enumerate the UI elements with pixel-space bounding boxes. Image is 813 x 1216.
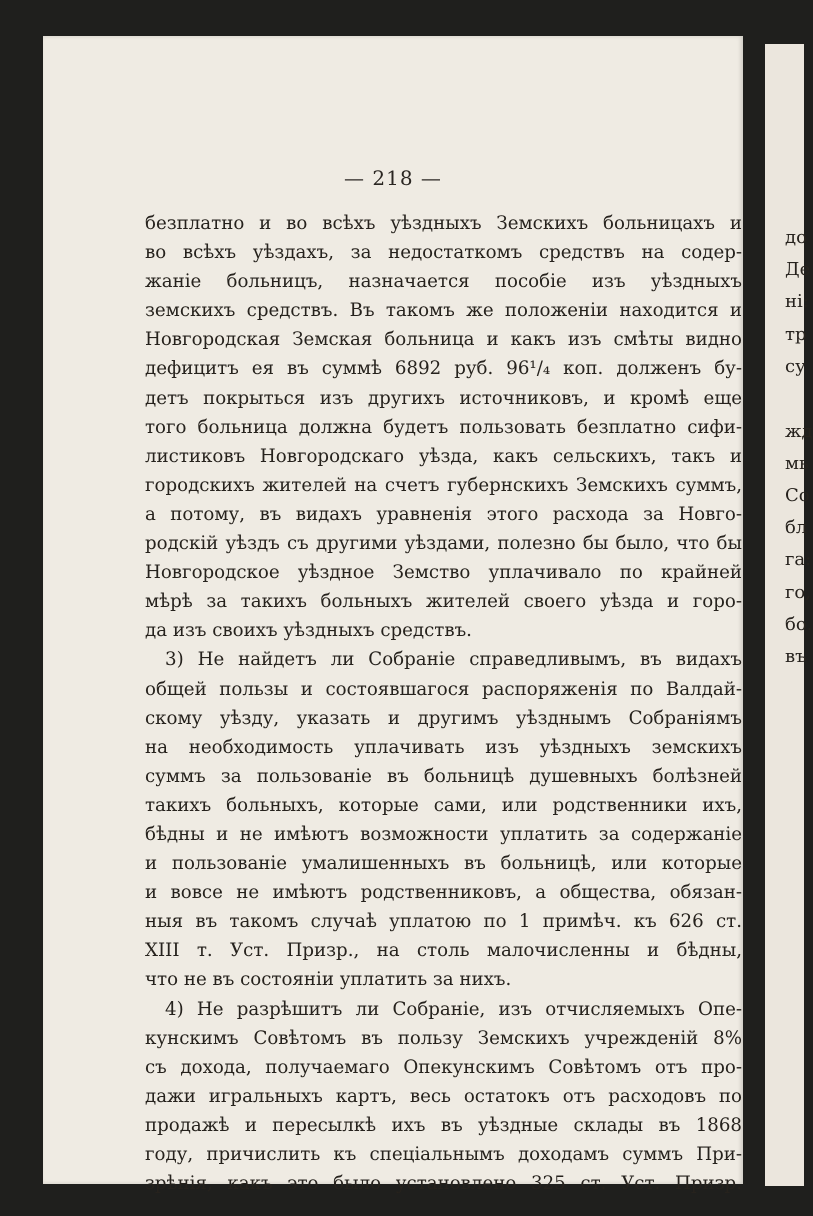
- text-line: такихъ больныхъ, которые сами, или родственники ихъ,: [145, 794, 742, 816]
- text-line: ныя въ такомъ случаѣ уплатою по 1 примѣч. къ 626 ст.: [145, 911, 742, 933]
- text-line: Новгородская Земская больница и какъ изъ смѣты видно: [145, 329, 742, 351]
- text-line: съ дохода, получаемаго Опекунскимъ Совѣтомъ отъ про-: [145, 1056, 742, 1078]
- text-line: зрѣнія, какъ это было установлено 325 ст. Уст. Призр.: [145, 1173, 742, 1195]
- text-line: мѣрѣ за такихъ больныхъ жителей своего уѣзда и горо-: [145, 591, 742, 613]
- text-line: Новгородское уѣздное Земство уплачивало по крайней: [145, 562, 742, 584]
- adjacent-page-fragment: бл: [785, 517, 808, 538]
- adjacent-page-fragment: бо.: [785, 614, 813, 635]
- adjacent-page-fragment: мь: [785, 453, 809, 474]
- adjacent-page-fragment: га:: [785, 549, 812, 570]
- adjacent-page-fragment: жд: [785, 421, 813, 442]
- text-line: дажи игральныхъ картъ, весь остатокъ отъ расходовъ по: [145, 1085, 742, 1107]
- body-text: [145, 209, 742, 1198]
- text-line: суммъ за пользованіе въ больницѣ душевныхъ болѣзней: [145, 765, 742, 787]
- adjacent-page-fragment: до: [785, 227, 807, 248]
- text-line: а потому, въ видахъ уравненія этого расхода за Новго-: [145, 503, 742, 525]
- text-line: году, причислить къ спеціальнымъ доходамъ суммъ При-: [145, 1144, 742, 1165]
- adjacent-page-fragment: го,: [785, 582, 811, 603]
- adjacent-page-edge: [765, 44, 813, 1186]
- text-line: и вовсе не имѣютъ родственниковъ, а общества, обязан-: [145, 882, 742, 904]
- text-line: XIII т. Уст. Призр., на столь малочисленны и бѣдны,: [145, 940, 742, 962]
- text-line: 4) Не разрѣшитъ ли Собраніе, изъ отчисляемыхъ Опе-: [165, 998, 742, 1020]
- text-line: безплатно и во всѣхъ уѣздныхъ Земскихъ больницахъ и: [145, 213, 742, 234]
- text-line: что не въ состояніи уплатить за нихъ.: [145, 969, 512, 991]
- text-line: во всѣхъ уѣздахъ, за недостаткомъ средствъ на содер-: [145, 242, 742, 264]
- text-line: продажѣ и пересылкѣ ихъ въ уѣздные склады въ 1868: [145, 1114, 742, 1136]
- text-line: на необходимость уплачивать изъ уѣздныхъ земскихъ: [145, 736, 742, 758]
- text-line: бѣдны и не имѣютъ возможности уплатить за содержаніе: [145, 823, 742, 845]
- text-line: дефицитъ ея въ суммѣ 6892 руб. 96¹/₄ коп. долженъ бу-: [145, 358, 742, 380]
- book-page: [43, 36, 743, 1195]
- page-number: — 218 —: [344, 166, 442, 190]
- adjacent-page-fragment: тр: [785, 324, 807, 345]
- text-line: родскій уѣздъ съ другими уѣздами, полезно бы было, что бы: [145, 533, 742, 555]
- text-line: кунскимъ Совѣтомъ въ пользу Земскихъ учрежденій 8%: [145, 1027, 742, 1049]
- adjacent-page-fragment: Де: [785, 259, 811, 280]
- adjacent-page-fragment: ні:: [785, 291, 809, 312]
- text-line: листиковъ Новгородскаго уѣзда, какъ сельскихъ, такъ и: [145, 445, 742, 467]
- adjacent-page-fragment: су: [785, 356, 806, 377]
- text-line: общей пользы и состоявшагося распоряженія по Валдай-: [145, 678, 742, 700]
- text-line: и пользованіе умалишенныхъ въ больницѣ, или которые: [145, 853, 742, 875]
- text-line: скому уѣзду, указать и другимъ уѣзднымъ Собраніямъ: [145, 707, 742, 729]
- adjacent-page-fragment: въ: [785, 646, 807, 667]
- text-line: земскихъ средствъ. Въ такомъ же положеніи находится и: [145, 300, 742, 322]
- text-line: жаніе больницъ, назначается пособіе изъ уѣздныхъ: [145, 271, 742, 293]
- text-line: городскихъ жителей на счетъ губернскихъ Земскихъ суммъ,: [145, 474, 742, 496]
- text-line: 3) Не найдетъ ли Собраніе справедливымъ, въ видахъ: [165, 649, 742, 671]
- adjacent-page-fragment: Со: [785, 485, 810, 506]
- text-line: того больница должна будетъ пользовать безплатно сифи-: [145, 416, 742, 438]
- text-line: детъ покрыться изъ другихъ источниковъ, и кромѣ еще: [145, 387, 742, 409]
- text-line: да изъ своихъ уѣздныхъ средствъ.: [145, 620, 472, 642]
